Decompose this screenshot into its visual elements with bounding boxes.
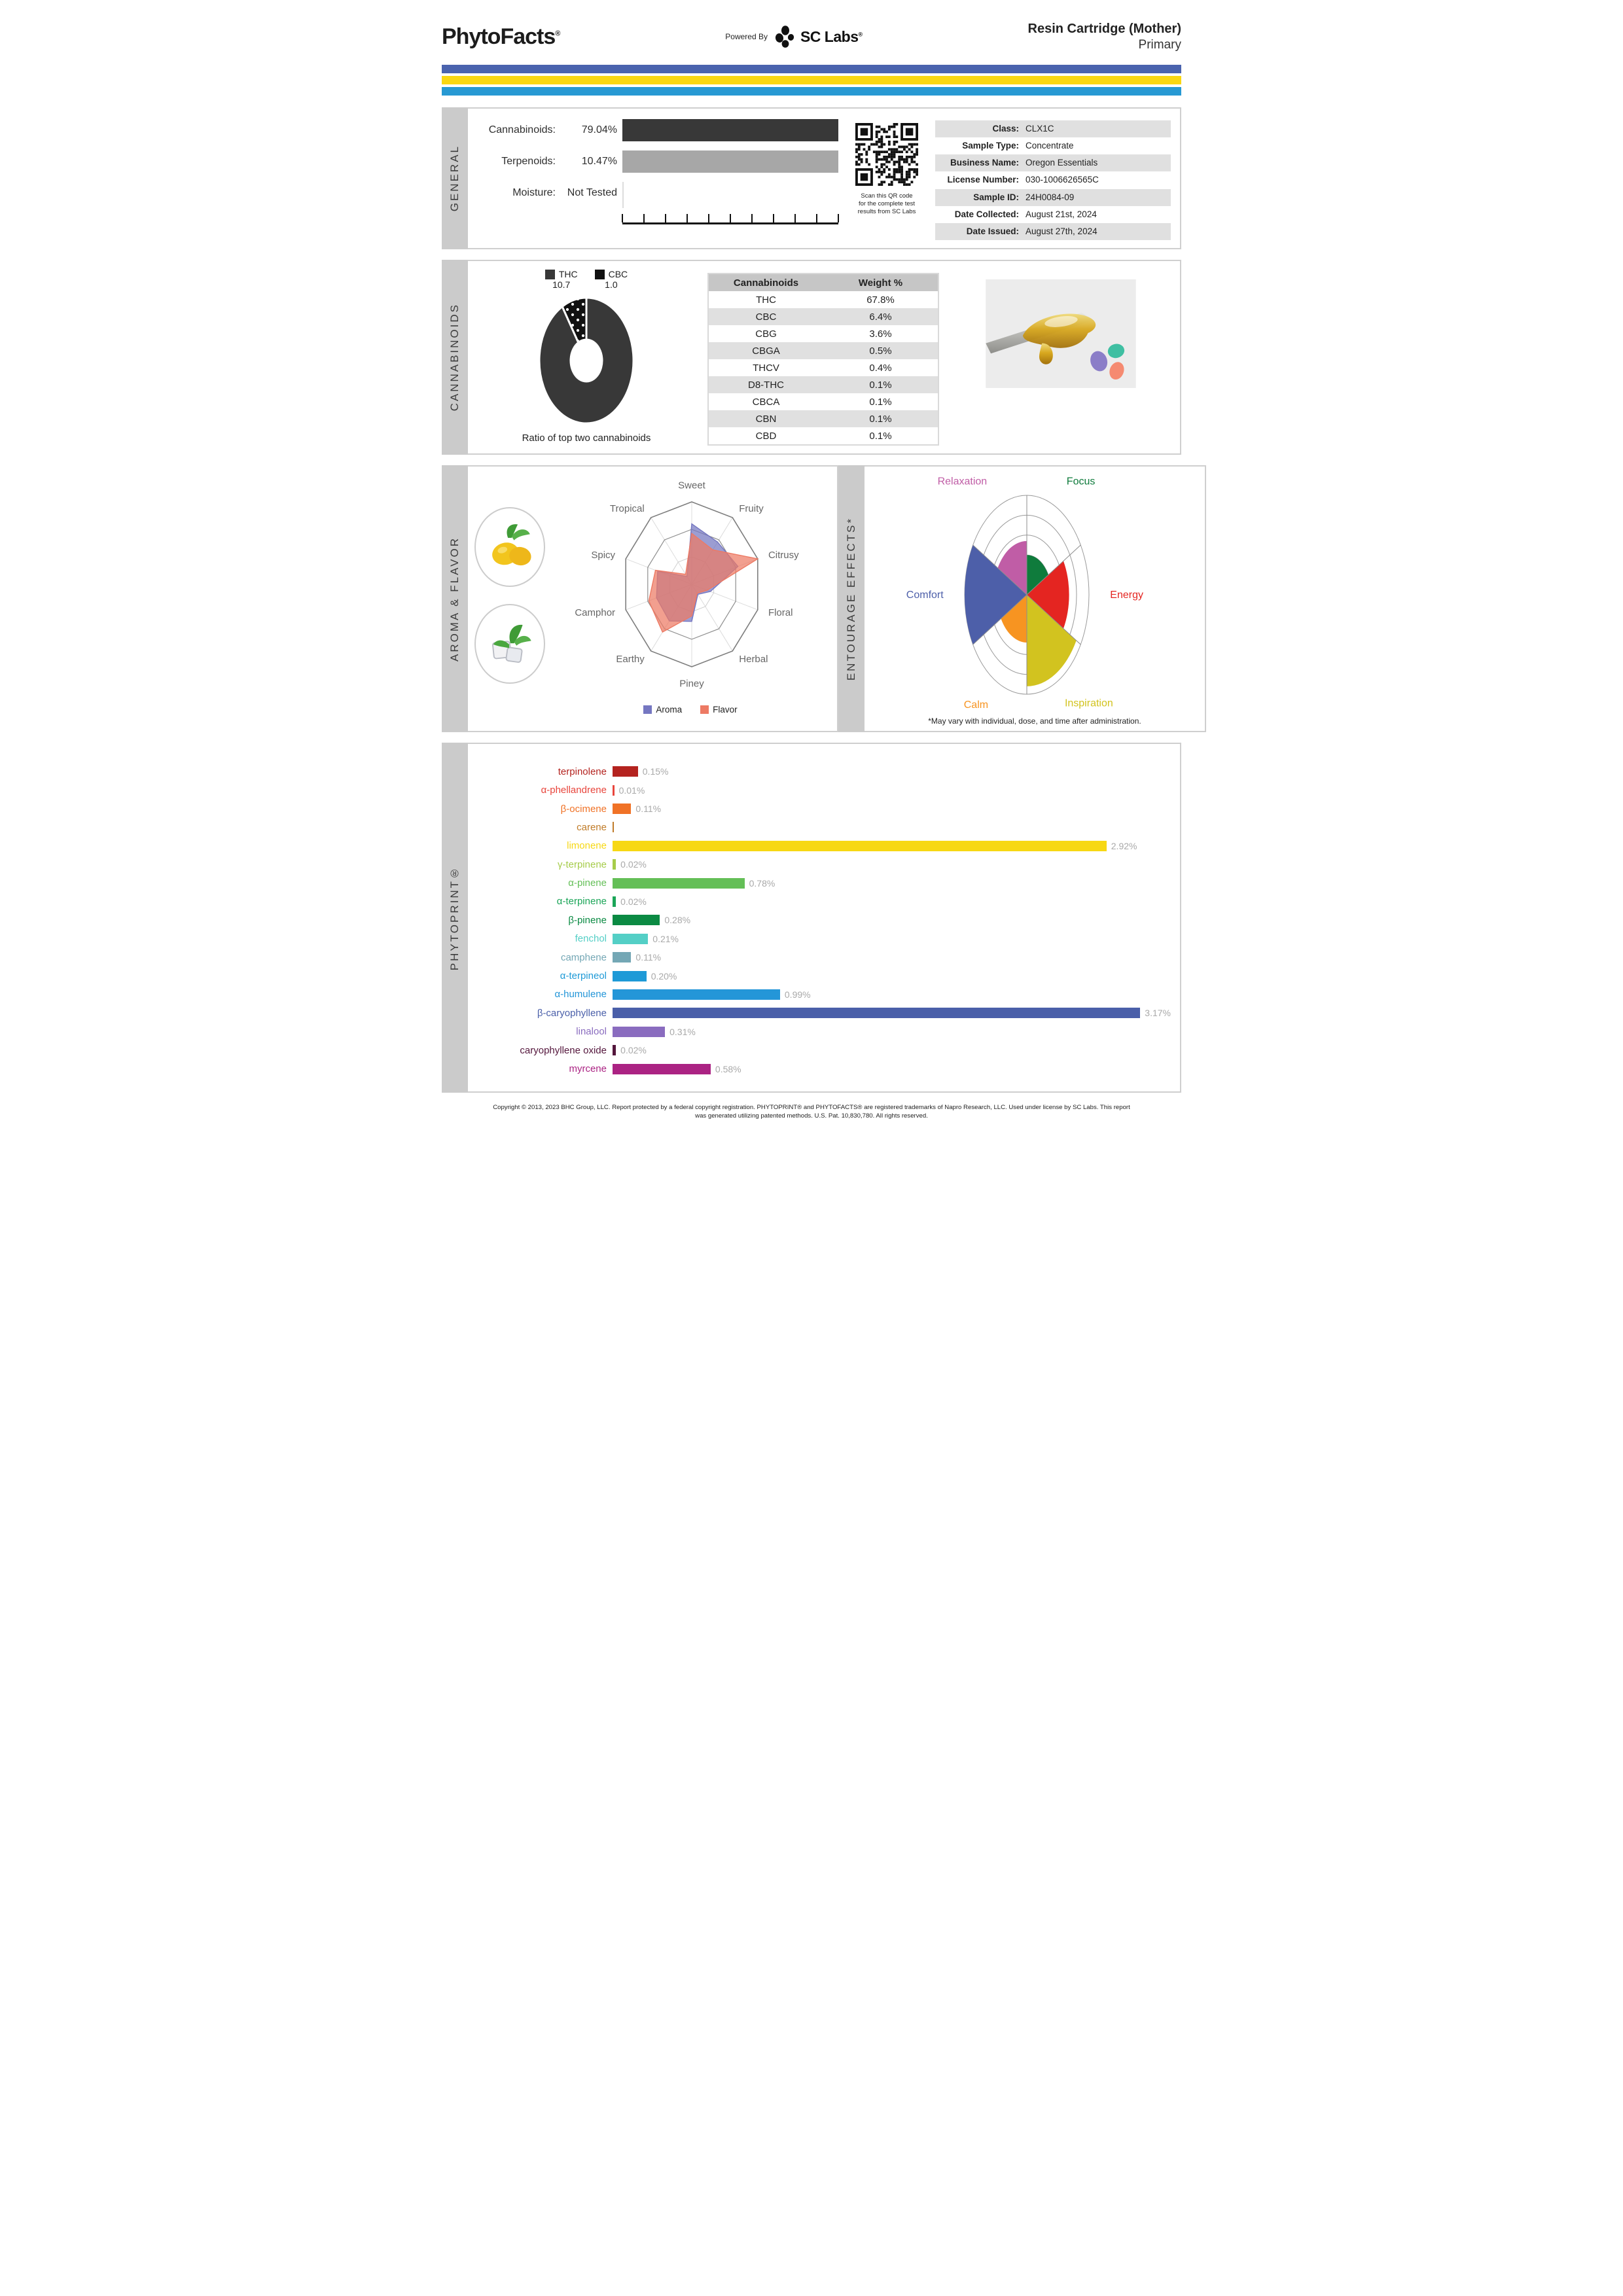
terpene-label: caryophyllene oxide — [520, 1044, 607, 1056]
section-general-sidebar — [442, 107, 468, 249]
terpene-row — [468, 1023, 1171, 1041]
table-cell: 3.6% — [869, 328, 892, 340]
terpene-bar — [613, 1045, 616, 1055]
product-photo — [952, 279, 1169, 391]
terpene-label: α-humulene — [554, 989, 607, 1000]
section-general — [442, 107, 1181, 249]
section-phytoprint-sidebar — [442, 743, 468, 1093]
aroma-icons — [473, 473, 546, 726]
axis-tick — [622, 214, 623, 222]
section-entourage-label: ENTOURAGE EFFECTS* — [845, 516, 857, 681]
brand-stripe — [442, 76, 1181, 84]
terpene-value: 0.02% — [620, 896, 647, 907]
terpene-label: α-phellandrene — [541, 785, 607, 796]
terpene-bar-track — [613, 934, 1171, 944]
axis-tick — [838, 214, 839, 222]
terpene-row — [468, 948, 1171, 966]
qr-code — [855, 123, 918, 186]
bar-baseline-mark — [622, 182, 624, 208]
radar-legend-item — [643, 705, 682, 715]
qr-caption: Scan this QR code for the complete test results from SC Labs — [857, 192, 916, 216]
terpene-bar-track — [613, 785, 1171, 796]
bar — [622, 150, 838, 173]
powered-by-label: Powered By — [725, 32, 768, 42]
table-header-cell: Weight % — [858, 277, 903, 289]
donut-caption: Ratio of top two cannabinoids — [522, 433, 651, 444]
axis-tick — [730, 214, 731, 222]
sc-labs-clover-icon — [774, 26, 796, 48]
general-row-bar — [622, 119, 838, 141]
section-entourage-sidebar — [838, 465, 865, 732]
radar-axis-label: Spicy — [591, 550, 616, 561]
radar-axis-label: Floral — [768, 607, 793, 619]
terpene-row — [468, 762, 1171, 781]
terpene-value: 0.11% — [635, 804, 662, 815]
axis-tick — [751, 214, 753, 222]
radar-axis-label: Camphor — [575, 607, 616, 619]
section-cannabinoids-label: CANNABINOIDS — [448, 303, 461, 412]
terpene-label: linalool — [576, 1026, 607, 1038]
terpene-label: limonene — [567, 840, 607, 852]
general-row-label: Cannabinoids: — [488, 124, 556, 135]
terpene-bar-track — [613, 804, 1171, 814]
terpene-value: 0.02% — [620, 859, 647, 870]
terpene-row — [468, 781, 1171, 799]
entourage-sector-label: Relaxation — [937, 476, 988, 487]
aroma-flavor-radar-chart — [546, 473, 834, 703]
terpene-bar-track — [613, 915, 1171, 925]
general-row-label: Moisture: — [512, 186, 556, 198]
table-cell: CBG — [755, 328, 777, 340]
terpene-bar-track — [613, 859, 1171, 870]
meta-label: Date Collected: — [954, 209, 1019, 219]
terpene-bar-track — [613, 1008, 1171, 1018]
terpene-label: α-terpinene — [556, 896, 607, 908]
terpene-bar-track — [613, 822, 1171, 832]
aroma-radar-block — [546, 473, 834, 726]
meta-row — [935, 171, 1171, 188]
donut-legend-item — [545, 269, 578, 290]
table-cell: 0.4% — [869, 362, 892, 374]
legend-label: Flavor — [713, 705, 738, 715]
terpene-row — [468, 985, 1171, 1004]
terpene-row — [468, 800, 1171, 818]
section-aroma-entourage — [442, 465, 1181, 732]
terpene-value: 0.02% — [620, 1045, 647, 1056]
axis-tick — [708, 214, 709, 222]
cannabinoid-ratio-donut-chart — [518, 291, 655, 430]
phytofacts-logo: PhytoFacts® — [442, 24, 560, 49]
radar-axis-label: Citrusy — [768, 550, 799, 561]
terpene-label: α-pinene — [568, 877, 607, 889]
section-cannabinoids — [442, 260, 1181, 455]
terpene-label: fenchol — [575, 933, 607, 945]
radar-axis-label: Herbal — [739, 654, 768, 665]
meta-value: August 21st, 2024 — [1026, 209, 1097, 219]
aroma-flavor-legend — [643, 705, 737, 715]
radar-legend-item — [700, 705, 738, 715]
table-cell: CBD — [755, 430, 777, 442]
terpene-label: carene — [577, 821, 607, 833]
meta-value: 030-1006626565C — [1026, 175, 1099, 185]
table-row — [709, 393, 938, 410]
legend-swatch — [545, 270, 555, 279]
table-cell: 0.1% — [869, 379, 892, 391]
meta-value: 24H0084-09 — [1026, 192, 1075, 202]
general-axis — [622, 212, 838, 224]
terpene-bar — [613, 896, 616, 907]
axis-tick — [665, 214, 666, 222]
general-row-label: Terpenoids: — [501, 155, 556, 167]
product-subtitle: Primary — [1138, 38, 1181, 52]
qr-block — [850, 119, 923, 240]
axis-tick — [687, 214, 688, 222]
section-phytoprint — [442, 743, 1181, 1093]
donut-legend-item — [595, 269, 628, 290]
table-cell: 0.1% — [869, 396, 892, 408]
product-title-block — [1028, 21, 1181, 53]
brand-stripe — [442, 65, 1181, 73]
terpene-bar — [613, 804, 631, 814]
table-row — [709, 308, 938, 325]
axis-tick — [773, 214, 774, 222]
terpene-bar-track — [613, 1064, 1171, 1074]
terpene-bar — [613, 859, 616, 870]
terpene-label: γ-terpinene — [557, 858, 607, 870]
radar-axis-label: Piney — [679, 678, 704, 690]
table-row — [709, 325, 938, 342]
entourage-sector-label: Inspiration — [1064, 698, 1113, 709]
table-row — [709, 410, 938, 427]
terpene-bar — [613, 952, 631, 963]
resin-dab-photo — [952, 279, 1169, 388]
sc-labs-logo — [774, 26, 863, 48]
bar — [622, 119, 838, 141]
terpene-row — [468, 874, 1171, 892]
terpene-bar-track — [613, 971, 1171, 981]
terpene-row — [468, 818, 1171, 836]
terpene-row — [468, 1041, 1171, 1059]
meta-label: Class: — [992, 123, 1019, 133]
terpene-label: myrcene — [569, 1063, 607, 1074]
meta-row — [935, 206, 1171, 223]
meta-row — [935, 120, 1171, 137]
header — [442, 12, 1181, 65]
terpene-bar-track — [613, 841, 1171, 851]
table-row — [709, 376, 938, 393]
terpene-row — [468, 930, 1171, 948]
axis-tick — [643, 214, 645, 222]
axis-tick — [816, 214, 817, 222]
table-row — [709, 291, 938, 308]
meta-label: Date Issued: — [966, 226, 1019, 236]
terpene-row — [468, 892, 1171, 911]
product-title: Resin Cartridge (Mother) — [1027, 22, 1181, 36]
terpene-value: 3.17% — [1145, 1008, 1171, 1019]
meta-row — [935, 189, 1171, 206]
terpene-bar — [613, 766, 638, 777]
mint-ice-icon — [474, 604, 545, 684]
meta-label: Sample ID: — [973, 192, 1019, 202]
entourage-sector-label: Energy — [1110, 590, 1144, 601]
table-cell: CBC — [755, 311, 777, 323]
powered-by-block — [725, 26, 862, 48]
table-cell: 67.8% — [866, 294, 895, 306]
report-page — [442, 12, 1181, 1121]
section-aroma-label: AROMA & FLAVOR — [448, 536, 461, 662]
brand-stripe — [442, 87, 1181, 96]
legend-label: Aroma — [656, 705, 683, 715]
radar-axis-label: Earthy — [616, 654, 645, 665]
terpene-bar — [613, 971, 647, 981]
brand-stripes — [442, 65, 1181, 96]
general-row-value: 79.04% — [581, 124, 617, 135]
terpene-bar — [613, 841, 1107, 851]
terpene-value: 0.31% — [669, 1026, 696, 1037]
table-cell: D8-THC — [748, 379, 784, 391]
terpene-bar-track — [613, 952, 1171, 963]
terpene-bar — [613, 878, 745, 889]
table-row — [709, 359, 938, 376]
entourage-panel — [865, 465, 1206, 732]
terpene-label: β-pinene — [568, 914, 607, 926]
terpene-bar — [613, 915, 660, 925]
terpene-bar-track — [613, 1027, 1171, 1037]
radar-axis-label: Tropical — [609, 503, 645, 514]
general-row-bar — [622, 182, 838, 204]
entourage-sector-label: Comfort — [906, 590, 944, 601]
meta-row — [935, 137, 1171, 154]
legend-label: THC — [558, 269, 578, 280]
table-cell: 0.5% — [869, 345, 892, 357]
terpene-value: 0.58% — [715, 1063, 741, 1074]
registered-mark: ® — [555, 29, 560, 38]
terpene-bar — [613, 989, 780, 1000]
table-cell: THC — [756, 294, 776, 306]
terpene-row — [468, 855, 1171, 874]
legend-swatch — [643, 705, 652, 714]
general-summary — [472, 119, 838, 240]
general-row-value: Not Tested — [567, 186, 617, 198]
table-cell: 0.1% — [869, 413, 892, 425]
meta-label: Sample Type: — [962, 140, 1019, 150]
terpene-bar — [613, 1008, 1140, 1018]
sc-labs-wordmark: SC Labs® — [800, 27, 863, 45]
terpene-row — [468, 837, 1171, 855]
table-header-row — [709, 274, 938, 291]
terpene-value: 0.15% — [642, 766, 669, 777]
donut-legend — [545, 269, 628, 290]
entourage-footnote: *May vary with individual, dose, and time after administration. — [928, 716, 1141, 726]
terpene-value: 0.78% — [749, 877, 776, 889]
terpene-row — [468, 966, 1171, 985]
terpene-bar-track — [613, 989, 1171, 1000]
meta-label: Business Name: — [950, 158, 1019, 168]
terpene-value: 2.92% — [1111, 840, 1137, 851]
terpene-value: 0.01% — [618, 785, 645, 796]
legend-label: CBC — [608, 269, 628, 280]
terpene-bar — [613, 785, 615, 796]
table-cell: CBCA — [752, 396, 780, 408]
legend-value: 1.0 — [605, 279, 618, 291]
general-row-value: 10.47% — [581, 155, 617, 167]
table-row — [709, 342, 938, 359]
radar-axis-label: Sweet — [678, 480, 705, 491]
donut-block — [478, 269, 694, 444]
terpene-label: β-ocimene — [560, 803, 607, 815]
terpene-bar-track — [613, 1045, 1171, 1055]
terpene-bar-track — [613, 878, 1171, 889]
terpene-row — [468, 1059, 1171, 1078]
table-cell: 0.1% — [869, 430, 892, 442]
cannabinoids-panel — [468, 260, 1181, 455]
terpene-bar-chart — [468, 744, 1180, 1091]
meta-value: CLX1C — [1026, 123, 1054, 133]
phytoprint-panel — [468, 743, 1181, 1093]
meta-value: Concentrate — [1026, 140, 1074, 150]
entourage-effects-polar-chart — [868, 472, 1201, 715]
terpene-bar-track — [613, 766, 1171, 777]
section-phytoprint-label: PHYTOPRINT® — [448, 864, 461, 971]
table-cell: CBGA — [752, 345, 780, 357]
section-cannabinoids-sidebar — [442, 260, 468, 455]
table-cell: CBN — [755, 413, 777, 425]
meta-value: Oregon Essentials — [1026, 158, 1098, 168]
terpene-bar — [613, 1064, 711, 1074]
general-panel — [468, 107, 1181, 249]
meta-row — [935, 223, 1171, 240]
section-aroma-sidebar — [442, 465, 468, 732]
table-header-cell: Cannabinoids — [733, 277, 799, 289]
terpene-bar — [613, 934, 648, 944]
cannabinoids-table — [707, 273, 939, 446]
terpene-bar-track — [613, 896, 1171, 907]
general-row-bar — [622, 150, 838, 173]
legend-swatch — [700, 705, 709, 714]
terpene-label: α-terpineol — [560, 970, 607, 982]
terpene-label: camphene — [560, 951, 607, 963]
terpene-label: terpinolene — [558, 766, 607, 777]
terpene-value: 0.28% — [664, 915, 691, 926]
terpene-row — [468, 911, 1171, 929]
aroma-flavor-panel — [468, 465, 838, 732]
entourage-sector-label: Calm — [963, 699, 989, 711]
terpene-value: 0.21% — [652, 933, 679, 944]
terpene-value: 0.99% — [784, 989, 811, 1000]
terpene-label: β-caryophyllene — [537, 1007, 607, 1019]
lemon-icon — [474, 507, 545, 587]
meta-value: August 27th, 2024 — [1026, 226, 1097, 236]
terpene-bar — [613, 1027, 665, 1037]
terpene-value: 0.11% — [635, 952, 662, 963]
table-cell: 6.4% — [869, 311, 892, 323]
legend-swatch — [595, 270, 605, 279]
radar-axis-label: Fruity — [739, 503, 764, 514]
section-general-label: GENERAL — [448, 145, 461, 212]
entourage-sector-label: Focus — [1066, 476, 1096, 487]
legend-value: 10.7 — [552, 279, 571, 291]
terpene-value: 0.20% — [651, 970, 677, 981]
terpene-bar — [613, 822, 614, 832]
table-cell: THCV — [753, 362, 779, 374]
table-row — [709, 427, 938, 444]
sample-metadata — [935, 119, 1171, 240]
meta-row — [935, 154, 1171, 171]
terpene-row — [468, 1004, 1171, 1022]
meta-label: License Number: — [947, 175, 1019, 185]
copyright-footer: Copyright © 2013, 2023 BHC Group, LLC. Report protected by a federal copyright registration. PHYTOPRINT® and PHYTOFACTS® are registered trademarks of Napro Research, LLC. Used under license by SC Labs. This report was generated utilizing patented methods. U.S. Pat. 10,830,780. All rights reserved. — [493, 1103, 1130, 1120]
axis-tick — [794, 214, 796, 222]
